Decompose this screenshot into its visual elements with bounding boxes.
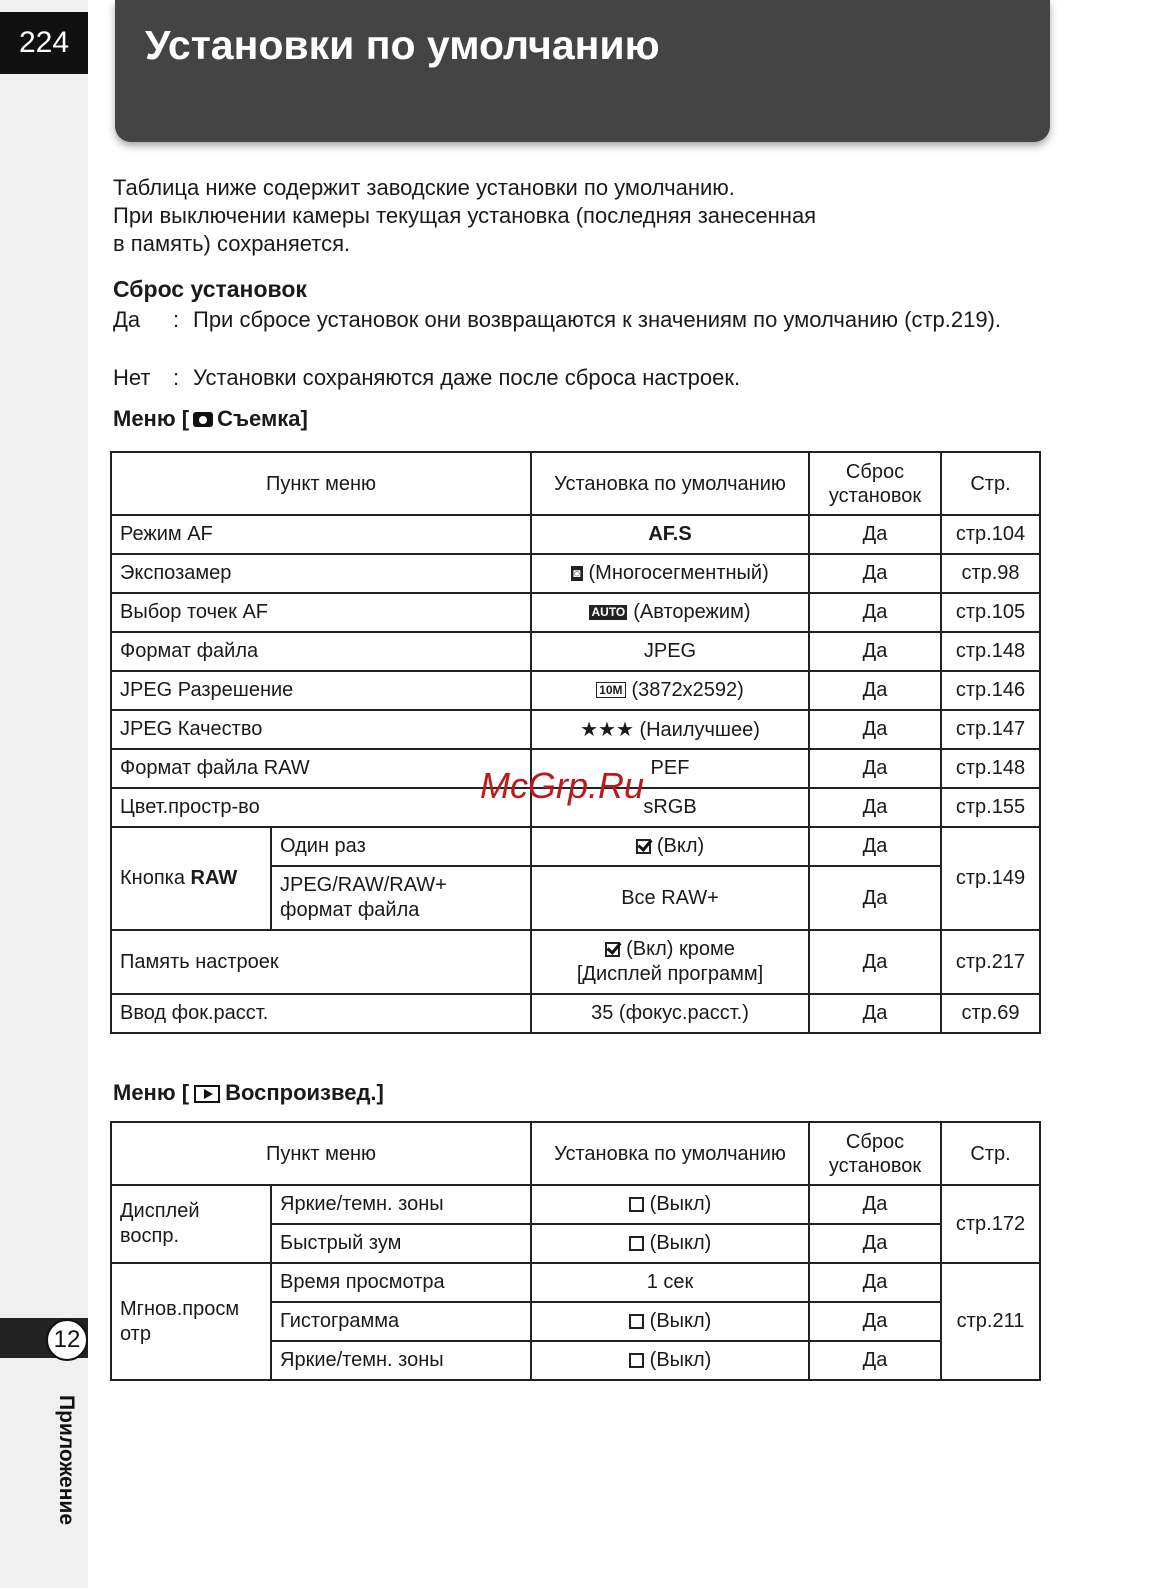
row-value-text: (Вкл)	[656, 835, 705, 857]
row-value-text: (Выкл)	[649, 1310, 712, 1332]
row-page: стр.148	[941, 749, 1040, 788]
row-reset: Да	[809, 1302, 941, 1341]
intro-line: При выключении камеры текущая установка (последняя занесенная	[113, 203, 817, 228]
shoot-menu-heading	[113, 406, 308, 432]
chapter-label: Приложение	[55, 1395, 78, 1526]
table-row	[111, 554, 1040, 593]
reset-yes-key: Да	[113, 307, 141, 332]
row-item: Формат файла RAW	[111, 749, 531, 788]
camera-icon	[193, 412, 213, 427]
row-reset: Да	[809, 788, 941, 827]
row-value-text: (Многосегментный)	[588, 562, 769, 584]
heading-prefix: Меню [	[113, 1080, 190, 1105]
table-row	[111, 593, 1040, 632]
raw-label-bold: RAW	[190, 867, 238, 889]
checkbox-empty-icon	[629, 1197, 644, 1212]
table-row	[111, 710, 1040, 749]
col-header-default: Установка по умолчанию	[531, 1122, 809, 1185]
row-page: стр.105	[941, 593, 1040, 632]
row-value	[531, 827, 809, 866]
row-value	[531, 1341, 809, 1380]
row-value: 1 сек	[531, 1263, 809, 1302]
table-row	[111, 994, 1040, 1033]
row-page: стр.147	[941, 710, 1040, 749]
row-reset: Да	[809, 749, 941, 788]
row-value-text: (Авторежим)	[633, 601, 751, 623]
intro-line: Таблица ниже содержит заводские установки по умолчанию.	[113, 175, 735, 200]
group-label: Мгнов.просм отр	[111, 1263, 271, 1380]
checkbox-empty-icon	[629, 1236, 644, 1251]
row-value: AF.S	[531, 515, 809, 554]
table-header-row	[111, 1122, 1040, 1185]
col-header-page: Стр.	[941, 452, 1040, 515]
row-page: стр.155	[941, 788, 1040, 827]
col-header-reset: Сброс установок	[809, 1122, 941, 1185]
row-value	[531, 554, 809, 593]
row-item: Яркие/темн. зоны	[271, 1185, 531, 1224]
row-value	[531, 1302, 809, 1341]
row-item: Ввод фок.расст.	[111, 994, 531, 1033]
table-row	[111, 1263, 1040, 1302]
reset-yes-text: При сбросе установок они возвращаются к значениям по умолчанию (стр.219).	[193, 307, 1002, 332]
row-value	[531, 1224, 809, 1263]
checkbox-checked-icon	[605, 942, 620, 957]
row-page: стр.98	[941, 554, 1040, 593]
row-item: Формат файла	[111, 632, 531, 671]
resolution-icon: 10M	[596, 682, 625, 698]
separator: :	[173, 365, 180, 390]
play-icon	[194, 1085, 220, 1103]
table-row	[111, 930, 1040, 994]
group-label: Дисплей воспр.	[111, 1185, 271, 1263]
row-page: стр.217	[941, 930, 1040, 994]
title-banner	[115, 0, 1050, 142]
auto-af-icon: AUTO	[591, 605, 626, 619]
col-header-default: Установка по умолчанию	[531, 452, 809, 515]
row-value-text: (Вкл) кроме	[626, 938, 735, 960]
heading-label: Съемка]	[217, 406, 308, 431]
row-page: стр.69	[941, 994, 1040, 1033]
row-reset: Да	[809, 994, 941, 1033]
heading-prefix: Меню [	[113, 406, 190, 431]
heading-label: Воспроизвед.]	[225, 1080, 384, 1105]
row-reset: Да	[809, 827, 941, 866]
row-item: Память настроек	[111, 930, 531, 994]
page-number: 224	[0, 12, 88, 74]
row-value	[531, 1185, 809, 1224]
row-reset: Да	[809, 866, 941, 930]
page-title: Установки по умолчанию	[145, 22, 660, 68]
row-reset: Да	[809, 593, 941, 632]
row-value	[531, 671, 809, 710]
row-reset: Да	[809, 515, 941, 554]
row-value-text: (Выкл)	[649, 1193, 712, 1215]
separator: :	[173, 307, 180, 332]
table-row	[111, 632, 1040, 671]
row-value-text: (Выкл)	[649, 1232, 712, 1254]
row-reset: Да	[809, 632, 941, 671]
raw-button-label	[111, 827, 271, 930]
table-row	[111, 515, 1040, 554]
chapter-number: 12	[46, 1319, 88, 1361]
row-value: PEF	[531, 749, 809, 788]
table-header-row	[111, 452, 1040, 515]
row-item: JPEG Разрешение	[111, 671, 531, 710]
row-reset: Да	[809, 1224, 941, 1263]
reset-no-text: Установки сохраняются даже после сброса настроек.	[193, 365, 741, 390]
intro-line: в память) сохраняется.	[113, 231, 351, 256]
row-value: JPEG	[531, 632, 809, 671]
table-row	[111, 671, 1040, 710]
row-page: стр.211	[941, 1263, 1040, 1380]
row-reset: Да	[809, 1185, 941, 1224]
row-item: Гистограмма	[271, 1302, 531, 1341]
col-header-page: Стр.	[941, 1122, 1040, 1185]
row-page: стр.172	[941, 1185, 1040, 1263]
shoot-menu-table	[110, 451, 1041, 1034]
row-value	[531, 930, 809, 994]
checkbox-checked-icon	[636, 839, 651, 854]
row-value: sRGB	[531, 788, 809, 827]
row-item: JPEG/RAW/RAW+ формат файла	[271, 866, 531, 930]
col-header-item: Пункт меню	[111, 452, 531, 515]
row-item: Один раз	[271, 827, 531, 866]
row-page: стр.148	[941, 632, 1040, 671]
row-value-text: [Дисплей программ]	[576, 963, 764, 985]
row-item: Выбор точек AF	[111, 593, 531, 632]
checkbox-empty-icon	[629, 1314, 644, 1329]
row-value: Все RAW+	[531, 866, 809, 930]
play-menu-table	[110, 1121, 1041, 1381]
row-value: 35 (фокус.расст.)	[531, 994, 809, 1033]
row-item: JPEG Качество	[111, 710, 531, 749]
row-page: стр.146	[941, 671, 1040, 710]
row-item: Быстрый зум	[271, 1224, 531, 1263]
watermark: McGrp.Ru	[480, 765, 645, 806]
reset-no-key: Нет	[113, 365, 151, 390]
intro-text	[113, 174, 816, 258]
checkbox-empty-icon	[629, 1353, 644, 1368]
row-value: ★★★ (Наилучшее)	[531, 710, 809, 749]
col-header-item: Пункт меню	[111, 1122, 531, 1185]
row-reset: Да	[809, 554, 941, 593]
reset-heading: Сброс установок	[113, 276, 307, 302]
row-reset: Да	[809, 1341, 941, 1380]
col-header-reset: Сброс установок	[809, 452, 941, 515]
row-reset: Да	[809, 671, 941, 710]
row-item: Цвет.простр-во	[111, 788, 531, 827]
metering-icon: ◙	[573, 566, 581, 580]
row-item: Яркие/темн. зоны	[271, 1341, 531, 1380]
play-menu-heading	[113, 1080, 384, 1106]
row-item: Время просмотра	[271, 1263, 531, 1302]
table-row	[111, 827, 1040, 866]
row-value-text: (3872x2592)	[631, 679, 744, 701]
row-reset: Да	[809, 1263, 941, 1302]
row-page: стр.149	[941, 827, 1040, 930]
raw-label-prefix: Кнопка	[120, 867, 191, 889]
row-item: Экспозамер	[111, 554, 531, 593]
table-row	[111, 1185, 1040, 1224]
row-value-text: (Выкл)	[649, 1349, 712, 1371]
row-page: стр.104	[941, 515, 1040, 554]
row-item: Режим AF	[111, 515, 531, 554]
row-reset: Да	[809, 930, 941, 994]
row-value	[531, 593, 809, 632]
row-reset: Да	[809, 710, 941, 749]
